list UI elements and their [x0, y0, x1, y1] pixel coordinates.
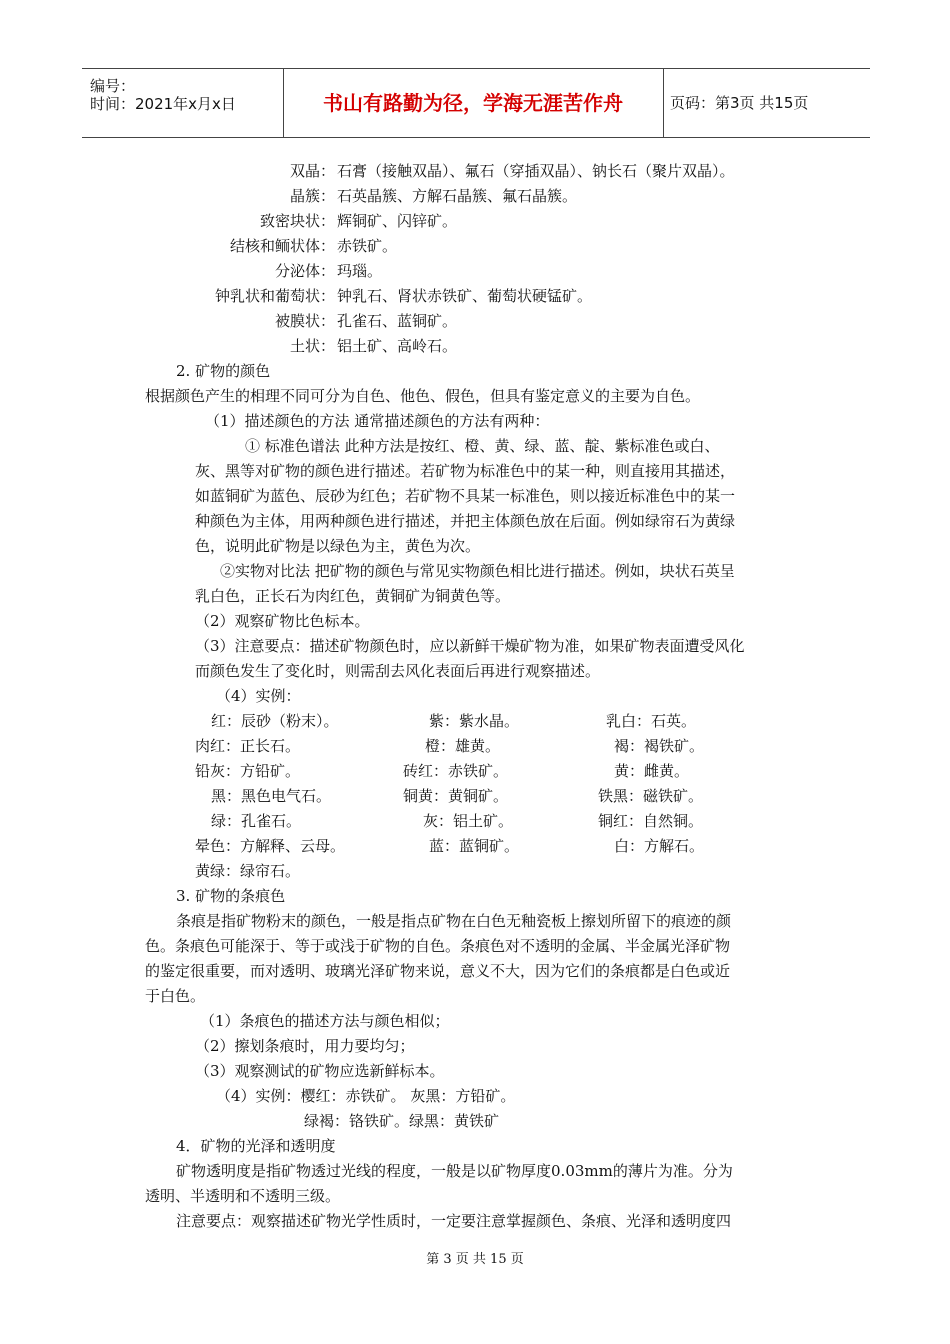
paragraph-line: 灰、黑等对矿物的颜色进行描述。若矿物为标准色中的某一种，则直接用其描述，: [195, 462, 736, 480]
form-label: 钟乳状和葡萄状：: [214, 287, 335, 305]
paragraph-line: （4）实例：樱红：赤铁矿。 灰黑：方铅矿。: [216, 1087, 516, 1105]
form-label: 结核和鲕状体：: [229, 237, 335, 255]
example-entry: 铜红：自然铜。: [598, 812, 704, 830]
example-entry: 砖红：赤铁矿。: [403, 762, 509, 780]
example-entry: 黑：黑色电气石。: [211, 787, 332, 805]
form-label: 致密块状：: [259, 212, 335, 230]
example-entry: 绿：孔雀石。: [211, 812, 302, 830]
example-entry: 紫：紫水晶。: [429, 712, 520, 730]
form-text: 赤铁矿。: [337, 237, 398, 255]
page-footer: 第 3 页 共 15 页: [426, 1252, 524, 1267]
form-text: 石英晶簇、方解石晶簇、氟石晶簇。: [337, 187, 578, 205]
example-entry: 灰：铝土矿。: [423, 812, 514, 830]
paragraph-line: （2）擦划条痕时，用力要均匀；: [195, 1037, 415, 1055]
example-entry: 铜黄：黄铜矿。: [403, 787, 509, 805]
date-line: 时间：2021年x月x日: [90, 95, 236, 113]
paragraph-line: （4）实例：: [216, 687, 301, 705]
form-label: 土状：: [289, 337, 335, 355]
paragraph-line: 色，说明此矿物是以绿色为主，黄色为次。: [195, 537, 481, 555]
paragraph-line: ① 标准色谱法 此种方法是按红、橙、黄、绿、蓝、靛、紫标准色或白、: [245, 437, 720, 455]
paragraph-line: 色。条痕色可能深于、等于或浅于矿物的自色。条痕色对不透明的金属、半金属光泽矿物: [145, 937, 731, 955]
example-entry: 铅灰：方铅矿。: [195, 762, 301, 780]
example-entry: 铁黑：磁铁矿。: [598, 787, 704, 805]
example-entry: 红：辰砂（粉末）。: [211, 712, 339, 730]
paragraph-line: 而颜色发生了变化时，则需刮去风化表面后再进行观察描述。: [195, 662, 601, 680]
paragraph-line: 如蓝铜矿为蓝色、辰砂为红色；若矿物不具某一标准色，则以接近标准色中的某一: [195, 487, 736, 505]
example-entry: 白：方解石。: [614, 837, 705, 855]
header-motto: 书山有路勤为径，学海无涯苦作舟: [283, 69, 664, 137]
paragraph-line: 注意要点：观察描述矿物光学性质时，一定要注意掌握颜色、条痕、光泽和透明度四: [176, 1212, 732, 1230]
form-label: 分泌体：: [274, 262, 335, 280]
paragraph-line: （2）观察矿物比色标本。: [195, 612, 370, 630]
example-entry: 蓝：蓝铜矿。: [429, 837, 520, 855]
page-header: [82, 68, 870, 138]
paragraph-line: 条痕是指矿物粉末的颜色，一般是指点矿物在白色无釉瓷板上擦划所留下的痕迹的颜: [176, 912, 732, 930]
example-entry: 乳白：石英。: [606, 712, 697, 730]
paragraph-line: （3）观察测试的矿物应选新鲜标本。: [195, 1062, 445, 1080]
paragraph-line: 透明、半透明和不透明三级。: [145, 1187, 341, 1205]
section-heading: 4．矿物的光泽和透明度: [176, 1137, 336, 1155]
paragraph-line: 乳白色，正长石为肉红色，黄铜矿为铜黄色等。: [195, 587, 511, 605]
form-text: 铝土矿、高岭石。: [337, 337, 458, 355]
form-text: 石膏（接触双晶）、氟石（穿插双晶）、钠长石（聚片双晶）。: [337, 162, 735, 180]
paragraph-line: ②实物对比法 把矿物的颜色与常见实物颜色相比进行描述。例如，块状石英呈: [220, 562, 735, 580]
paragraph-line: 绿褐：铬铁矿。绿黑：黄铁矿: [304, 1112, 500, 1130]
header-page-info: 页码：第3页 共15页: [670, 94, 809, 112]
paragraph-line: 的鉴定很重要，而对透明、玻璃光泽矿物来说，意义不大，因为它们的条痕都是白色或近: [145, 962, 731, 980]
form-text: 玛瑙。: [337, 262, 383, 280]
paragraph-line: 于白色。: [145, 987, 206, 1005]
section-heading: 3. 矿物的条痕色: [176, 887, 286, 905]
example-entry: 黄绿：绿帘石。: [195, 862, 301, 880]
form-text: 孔雀石、蓝铜矿。: [337, 312, 458, 330]
form-text: 辉铜矿、闪锌矿。: [337, 212, 458, 230]
header-meta-cell: [82, 69, 284, 137]
paragraph-line: （3）注意要点：描述矿物颜色时，应以新鲜干燥矿物为准，如果矿物表面遭受风化: [195, 637, 745, 655]
form-label: 双晶：: [289, 162, 335, 180]
paragraph-line: （1）描述颜色的方法 通常描述颜色的方法有两种：: [205, 412, 550, 430]
paragraph-line: （1）条痕色的描述方法与颜色相似；: [200, 1012, 450, 1030]
form-label: 被膜状：: [274, 312, 335, 330]
example-entry: 橙：雄黄。: [425, 737, 501, 755]
example-entry: 黄：雌黄。: [614, 762, 690, 780]
serial-number-label: 编号：: [90, 77, 136, 95]
example-entry: 褐：褐铁矿。: [614, 737, 705, 755]
form-label: 晶簇：: [289, 187, 335, 205]
paragraph-line: 种颜色为主体，用两种颜色进行描述，并把主体颜色放在后面。例如绿帘石为黄绿: [195, 512, 736, 530]
section-heading: 2. 矿物的颜色: [176, 362, 271, 380]
example-entry: 肉红：正长石。: [195, 737, 301, 755]
form-text: 钟乳石、肾状赤铁矿、葡萄状硬锰矿。: [337, 287, 593, 305]
paragraph-line: 根据颜色产生的相理不同可分为自色、他色、假色，但具有鉴定意义的主要为自色。: [145, 387, 701, 405]
example-entry: 晕色：方解释、云母。: [195, 837, 346, 855]
paragraph-line: 矿物透明度是指矿物透过光线的程度，一般是以矿物厚度0.03mm的薄片为准。分为: [176, 1162, 733, 1180]
